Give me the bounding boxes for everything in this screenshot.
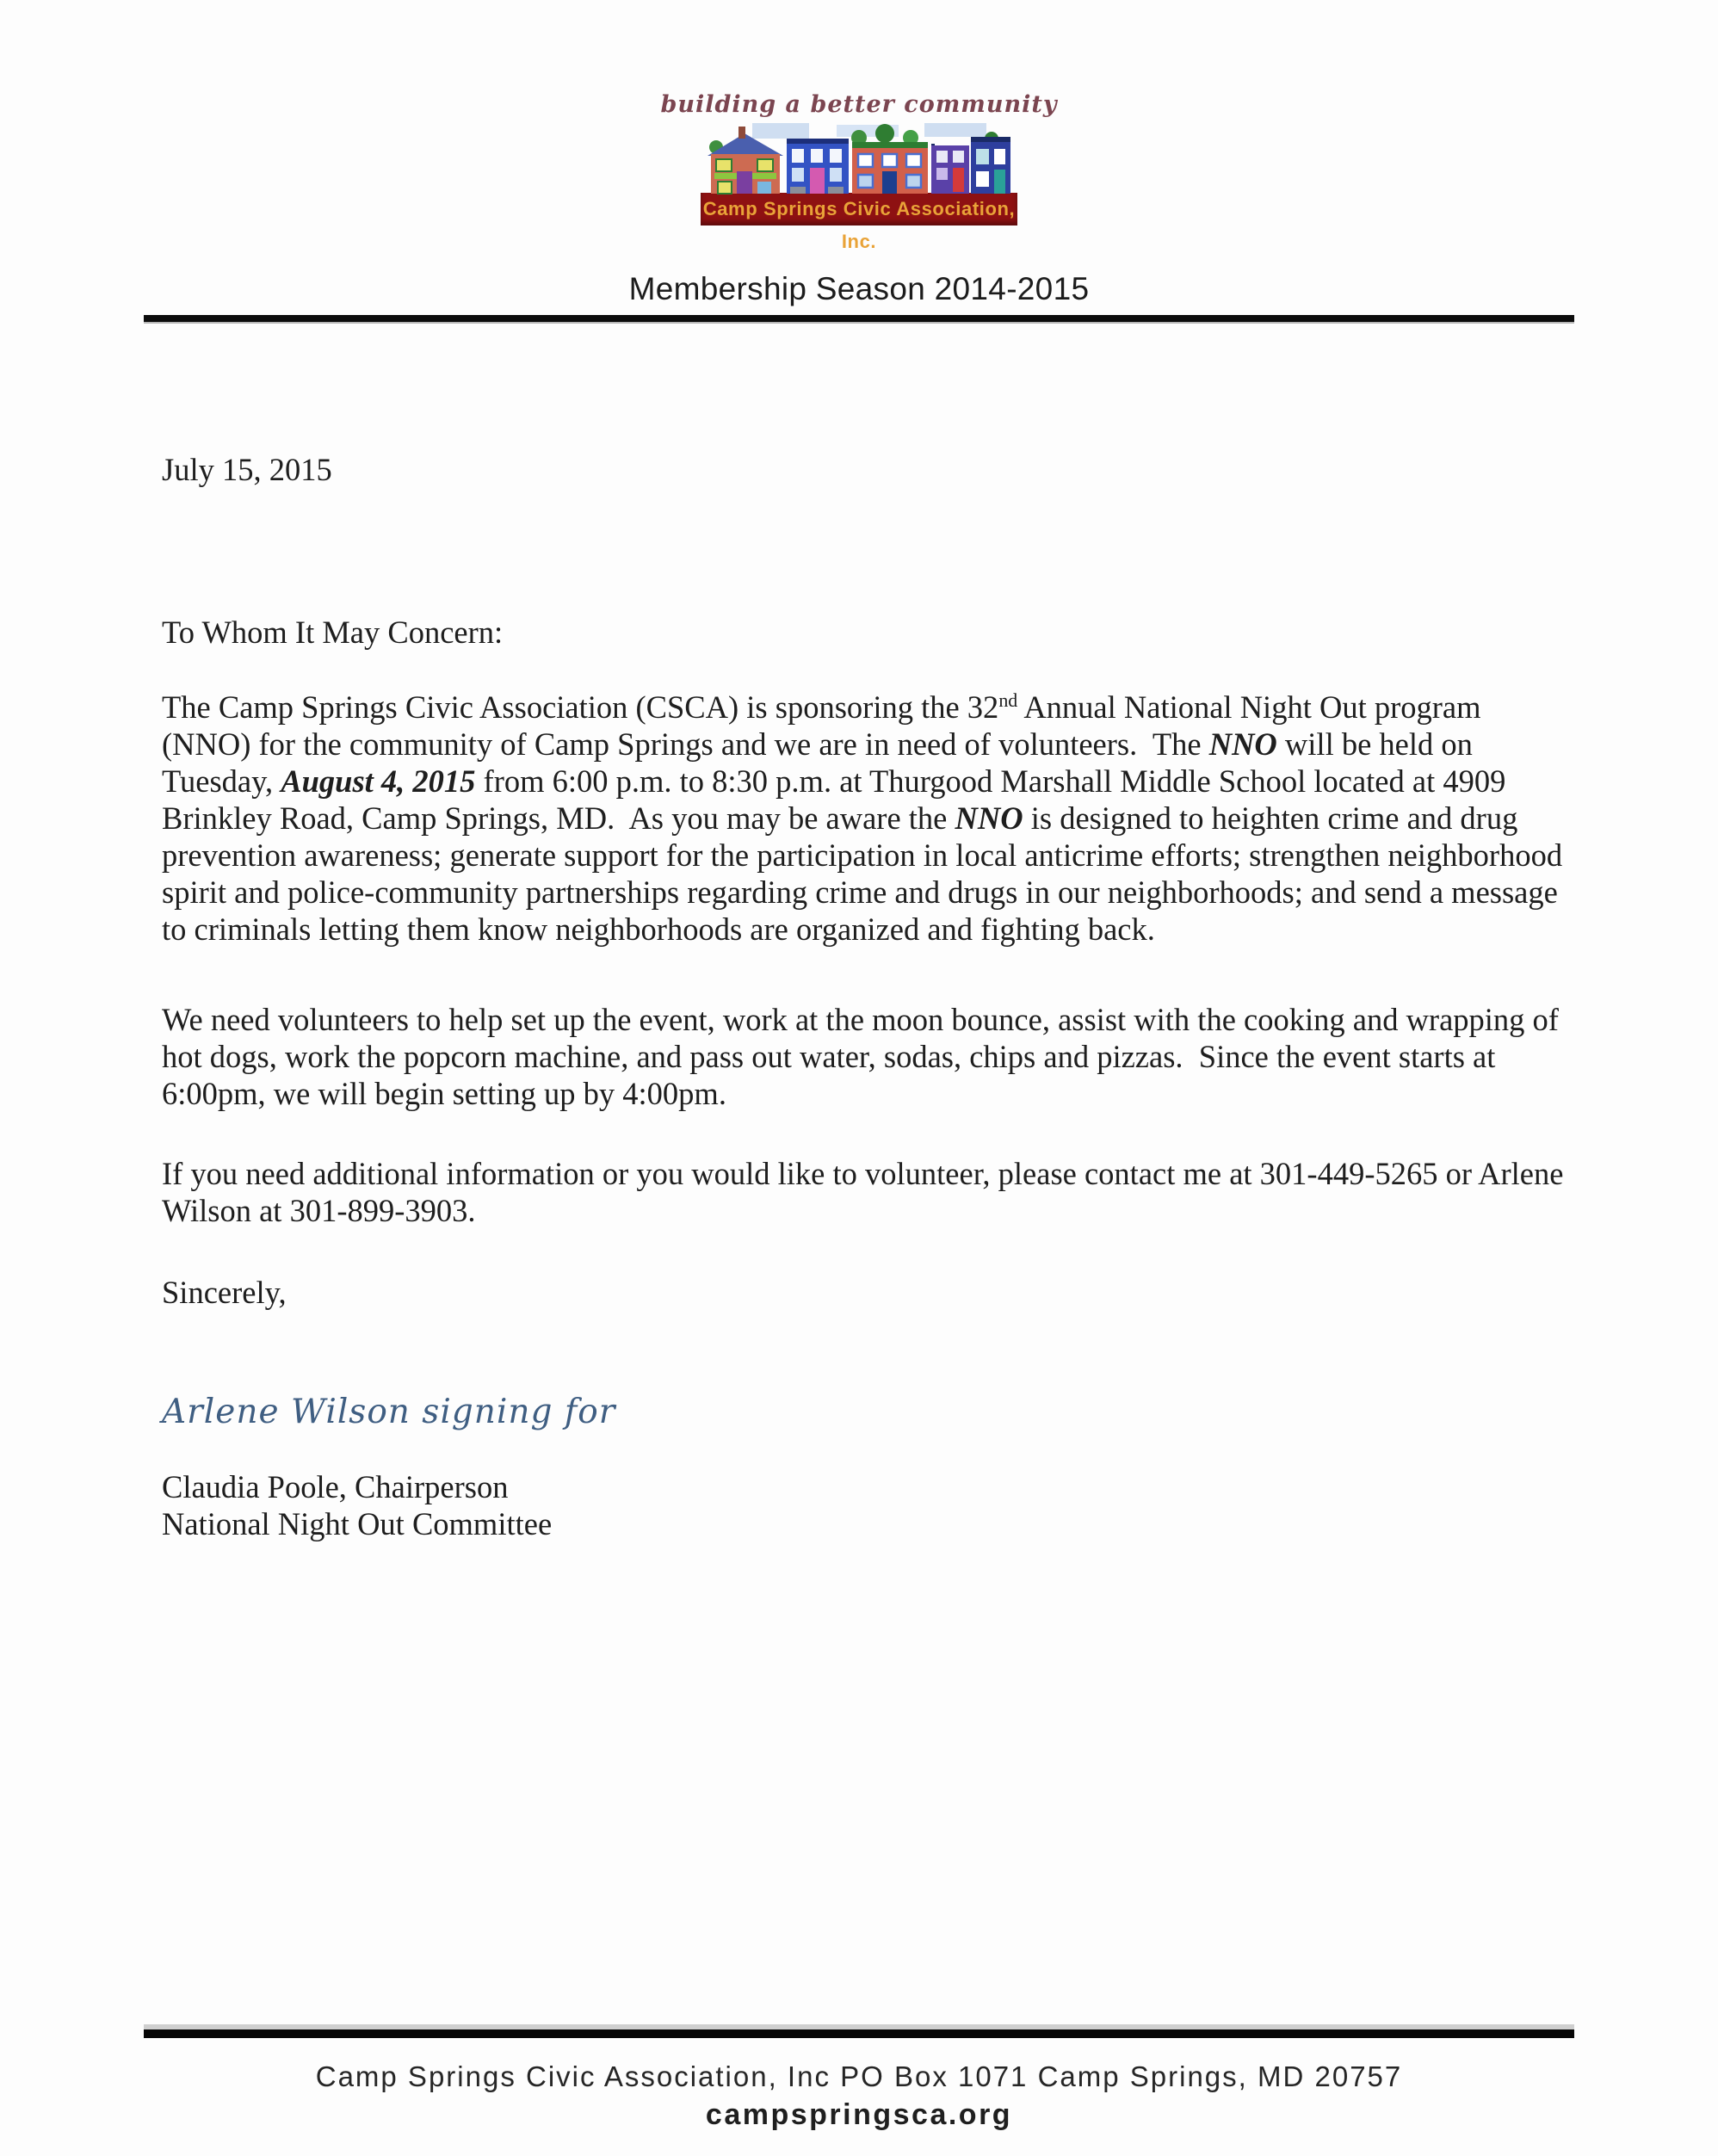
salutation: To Whom It May Concern: — [162, 615, 504, 650]
closing: Sincerely, — [162, 1275, 287, 1310]
paragraph-1: The Camp Springs Civic Association (CSCA) is sponsoring the 32nd Annual National Night Out program (NNO) for the community of Camp Springs and we are in need of volunteers. The NNO will be held on Tuesday, August 4, 2015 from 6:00 p.m. to 8:30 p.m. at Thurgood Marshall Middle School located at 4909 Brinkley Road, Camp Springs, MD. As you may be aware the NNO is designed to heighten crime and drug prevention awareness; generate support for the participation in local anticrime efforts; strengthen neighborhood spirit and police-community partnerships regarding crime and drugs in our neighborhoods; and send a message to criminals letting them know neighborhoods are organized and fighting back. — [162, 689, 1571, 947]
logo-tagline: building a better community — [660, 91, 1058, 118]
footer-website: campspringsca.org — [705, 2098, 1013, 2131]
signature: Arlene Wilson signing for — [162, 1393, 616, 1431]
letterhead — [0, 0, 1718, 322]
signer-name: Claudia Poole, Chairperson — [162, 1469, 509, 1504]
footer — [0, 2029, 1718, 2132]
letter-body — [162, 451, 1573, 1542]
csca-logo — [660, 91, 1058, 252]
org-banner: Camp Springs Civic Association, Inc. — [701, 193, 1017, 225]
footer-address: Camp Springs Civic Association, Inc PO Box 1071 Camp Springs, MD 20757 — [315, 2060, 1403, 2092]
top-rule — [144, 315, 1574, 322]
footer-rule — [144, 2029, 1574, 2038]
paragraph-2: We need volunteers to help set up the event, work at the moon bounce, assist with the cooking and wrapping of hot dogs, work the popcorn machine, and pass out water, sodas, chips and pizzas. Since the event starts at 6:00pm, we will begin setting up by 4:00pm. — [162, 1002, 1567, 1111]
signer-block — [162, 1468, 1573, 1542]
letter-date: July 15, 2015 — [162, 452, 332, 487]
houses-illustration — [708, 121, 1010, 195]
paragraph-3: If you need additional information or you would like to volunteer, please contact me at 301-449-5265 or Arlene Wilson at 301-899-3903. — [162, 1156, 1571, 1228]
season-title: Membership Season 2014-2015 — [628, 271, 1090, 306]
signer-title: National Night Out Committee — [162, 1506, 553, 1541]
